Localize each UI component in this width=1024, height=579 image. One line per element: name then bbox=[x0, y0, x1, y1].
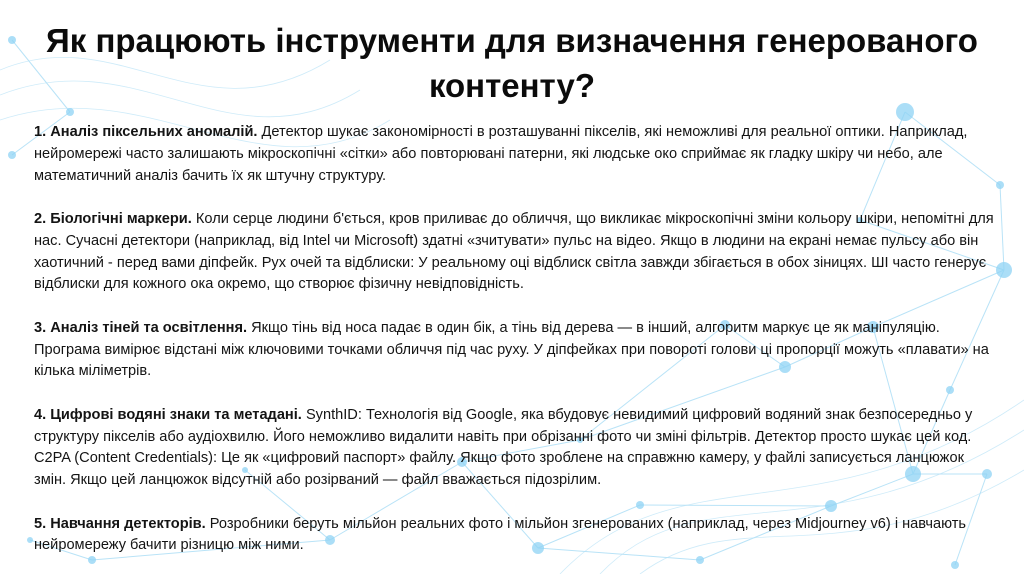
paragraph-heading: 5. Навчання детекторів. bbox=[34, 515, 206, 532]
paragraph-text: Розробники беруть мільйон реальних фото і мільйон згенерованих (наприклад, через Midjourney v6) і навчають нейромережу бачити різницю між ними. bbox=[34, 515, 967, 554]
paragraph-text: Коли серце людини б'ється, кров приливає до обличчя, що викликає мікроскопічні зміни кольору шкіри, непомітні для нас. Сучасні детектори (наприклад, від Intel чи Microsoft) здатні «зчитувати» пульс на відео. Якщо в людини на екрані немає пульсу або він хаотичний - перед вами діпфейк. Рух очей та відблиски: У реальному оці відблиск світла завжди збігається в обох зіницях. ШІ часто генерує відблиски для кожного ока окремо, що створює фізичну невідповідність. bbox=[34, 210, 994, 293]
paragraph-text: SynthID: Технологія від Google, яка вбудовує невидимий цифровий водяний знак безпосередньо у структуру пікселів або аудіохвилю. Його неможливо видалити навіть при обрізанні фото чи зміні фільтрів. Детектор просто шукає цей код. C2PA (Content Credentials): Це як «цифровий паспорт» файлу. Якщо фото зроблене на справжню камеру, у файлі записується ланцюжок змін. Якщо цей ланцюжок відсутній або розірваний — файл вважається підозрілим. bbox=[34, 406, 973, 489]
paragraph-detector-training bbox=[34, 514, 994, 558]
paragraph-shadows-lighting bbox=[34, 318, 994, 383]
slide-title: Як працюють інструменти для визначення генерованого контенту? bbox=[46, 22, 978, 104]
paragraph-watermarks-metadata bbox=[34, 405, 994, 492]
paragraph-pixel-anomalies bbox=[34, 122, 994, 187]
paragraph-text: Детектор шукає закономірності в розташуванні пікселів, які неможливі для реальної оптики. Наприклад, нейромережі часто залишають мікроскопічні «сітки» або повторювані патерни, які людське око сприймає як гладку шкіру чи небо, але математичний аналіз бачить їх як штучну структуру. bbox=[34, 124, 968, 184]
paragraph-heading: 4. Цифрові водяні знаки та метадані. bbox=[34, 406, 302, 423]
paragraph-text: Якщо тінь від носа падає в один бік, а тінь від дерева — в інший, алгоритм маркує це як маніпуляцію. Програма вимірює відстані між ключовими точками обличчя під час руху. У діпфейках при повороті голови ці пропорції можуть «плавати» на кілька міліметрів. bbox=[34, 319, 989, 380]
paragraph-heading: 2. Біологічні маркери. bbox=[34, 210, 192, 227]
paragraph-biological-markers bbox=[34, 209, 994, 296]
slide-body bbox=[34, 122, 994, 579]
paragraph-heading: 1. Аналіз піксельних аномалій. bbox=[34, 124, 258, 140]
paragraph-heading: 3. Аналіз тіней та освітлення. bbox=[34, 319, 248, 336]
